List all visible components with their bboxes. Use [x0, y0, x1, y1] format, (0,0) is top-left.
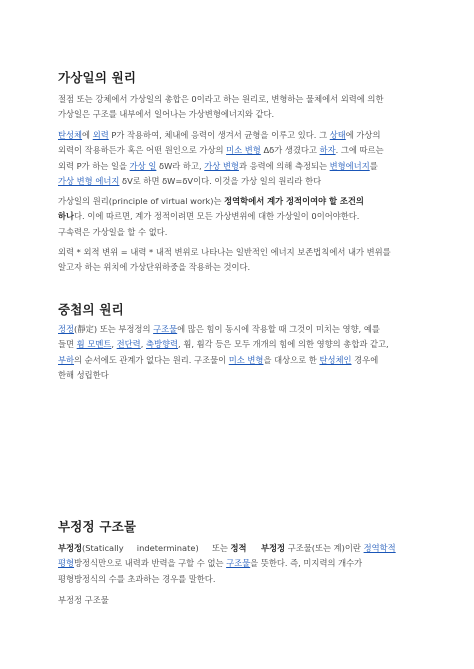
text-line [58, 541, 420, 556]
link-state[interactable]: 상태 [329, 130, 346, 140]
paragraph-indeterminate-definition [58, 541, 420, 587]
link-structure[interactable]: 구조물 [153, 324, 178, 334]
text-line: 절점 또는 강체에서 가상일의 총합은 0이라고 하는 원리로, 변형하는 물체에서 외력에 의한 [58, 94, 384, 104]
link-load[interactable]: 부하 [58, 354, 75, 365]
paragraph-principle-definition [58, 194, 420, 240]
text-fragment: 방정식만으로 내력과 반력을 구할 수 없는 [74, 558, 227, 569]
text-line [58, 556, 420, 571]
paragraph-superposition [58, 322, 420, 384]
text-line [58, 322, 420, 337]
text-line: 구속력은 가상일을 할 수 없다. [58, 226, 168, 237]
link-external-force[interactable]: 외력 [92, 130, 109, 140]
text-fragment: δW라 하고, [156, 160, 205, 171]
link-strain-energy[interactable]: 변형에너지 [329, 160, 370, 171]
text-fragment: , [140, 339, 146, 350]
text-fragment: δV로 하면 δW=δV이다. 이것을 가상 일의 원리라 한다 [119, 176, 322, 187]
paragraph-virtual-work-detail [58, 128, 420, 190]
link-statics[interactable]: 정역학적 [363, 543, 396, 553]
text-line: 평형방정식의 수를 초과하는 경우를 말한다. [58, 573, 216, 584]
text-fragment: 다. 이에 따르면, 계가 정적이려면 모든 가상변위에 대한 가상일이 0이어야한다. [74, 211, 360, 222]
link-virtual-deformation[interactable]: 가상 변형 [204, 160, 239, 171]
link-shear-force[interactable]: 전단력 [116, 339, 141, 350]
text-line [58, 209, 420, 224]
bold-text: 부정정 [58, 543, 83, 553]
text-line [58, 143, 420, 158]
text-fragment: 구조물(또는 계)이란 [285, 543, 364, 553]
text-line [58, 128, 420, 143]
text-fragment: 가상일의 원리(principle of virtual work)는 [58, 196, 225, 206]
bold-text: 정역학에서 계가 정적이여야 할 조건의 [224, 196, 364, 206]
text-line: 한해 성립한다 [58, 370, 109, 381]
text-fragment: (Statically indeterminate) 또는 [82, 543, 231, 553]
link-elastic-body-2[interactable]: 탄성체인 [319, 354, 352, 365]
text-fragment: 의 순서에도 관계가 없다는 원리. 구조물이 [74, 354, 229, 365]
bold-text: 정적 부정정 [230, 543, 286, 553]
text-line: 외력 * 외적 변위 = 내력 * 내적 변위로 나타나는 일반적인 에너지 보존법칙에서 내가 변위를 [58, 247, 391, 257]
text-fragment: 들면 [58, 339, 77, 350]
paragraph-indeterminate-caption [58, 593, 420, 608]
text-fragment: 에 가상의 [345, 130, 381, 140]
text-fragment: 을 뜻한다. 즉, 미지력의 개수가 [250, 558, 363, 569]
text-line: 알고자 하는 위치에 가상단위하중을 작용하는 것이다. [58, 262, 251, 273]
text-line [58, 159, 420, 174]
text-fragment: 을 대상으로 한 [263, 354, 320, 365]
link-haja[interactable]: 하자 [319, 145, 336, 156]
text-fragment: (靜定) 또는 부정정의 [74, 324, 154, 334]
text-fragment: 외력 P가 하는 일을 [58, 160, 130, 171]
text-fragment: Δδ가 생겼다고 [260, 145, 320, 156]
text-fragment: P가 작용하여, 체내에 응력이 생겨서 균형을 이루고 있다. 그 [108, 130, 330, 140]
paragraph-energy-conservation [58, 245, 420, 276]
text-fragment: , 휨, 휨각 등은 모두 개개의 힘에 의한 영향의 총합과 같고, [178, 339, 389, 350]
text-line [58, 194, 420, 209]
heading-indeterminate-structure: 부정정 구조물 [58, 519, 137, 534]
text-fragment: . 그에 따르는 [335, 145, 384, 156]
link-bending-moment[interactable]: 휨 모멘트 [76, 339, 112, 350]
text-line: 가상일은 구조를 내부에서 일어나는 가상변형에너지와 같다. [58, 109, 275, 120]
text-fragment: 외력이 작용하든가 혹은 어떤 원인으로 가상의 [58, 145, 227, 156]
text-fragment: 경우에 [351, 354, 379, 365]
link-axial-force[interactable]: 축방향력 [145, 339, 179, 350]
bold-text: 하나 [58, 211, 75, 222]
paragraph-virtual-work-intro [58, 92, 420, 123]
text-fragment: 에 많은 힘이 동시에 작용할 때 그것이 미치는 영향, 예를 [177, 324, 380, 334]
text-line [58, 174, 420, 189]
link-statically-determinate[interactable]: 정정 [58, 324, 75, 334]
text-line [58, 353, 420, 368]
heading-superposition: 중첩의 원리 [58, 302, 124, 317]
heading-virtual-work: 가상일의 원리 [58, 70, 137, 85]
text-fragment: , [111, 339, 117, 350]
text-fragment: 과 응력에 의해 측정되는 [238, 160, 330, 171]
link-virtual-work[interactable]: 가상 일 [129, 160, 157, 171]
link-elastic-body[interactable]: 탄성체 [58, 130, 83, 140]
text-fragment: 를 [369, 160, 378, 171]
link-structure-2[interactable]: 구조물 [226, 558, 251, 569]
text-line [58, 337, 420, 352]
text-fragment: 에 [82, 130, 93, 140]
link-micro-deformation-2[interactable]: 미소 변형 [228, 354, 264, 365]
link-virtual-strain-energy[interactable]: 가상 변형 에너지 [58, 176, 120, 187]
link-equilibrium[interactable]: 평형 [58, 558, 75, 569]
text-line: 부정정 구조물 [58, 595, 109, 605]
link-micro-deformation[interactable]: 미소 변형 [226, 145, 261, 156]
